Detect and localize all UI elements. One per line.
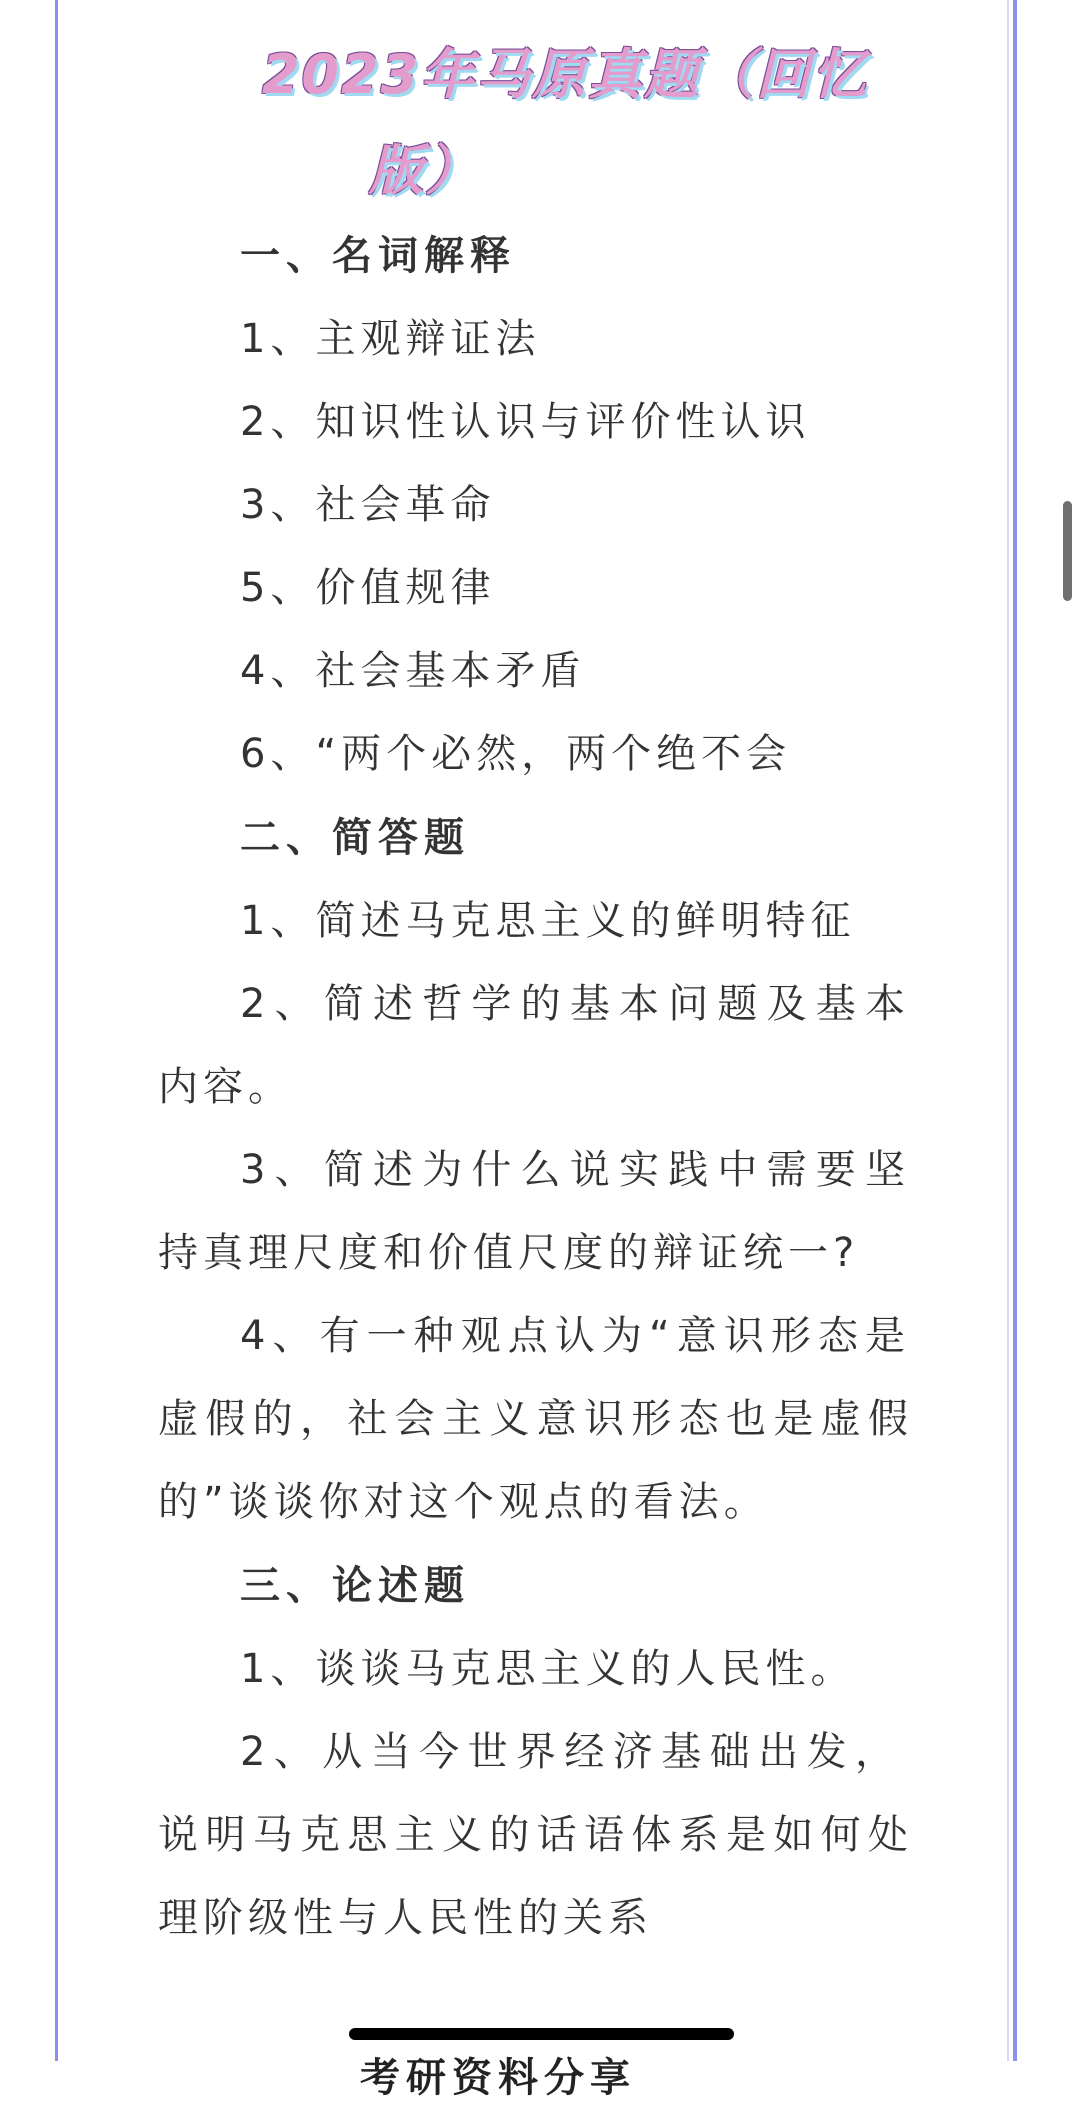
list-item: 1、主观辩证法 [240, 316, 541, 362]
section-heading-short-answer: 二、简答题 [240, 815, 470, 861]
list-item: 3、社会革命 [240, 482, 496, 528]
list-item-continuation: 理阶级性与人民性的关系 [158, 1895, 653, 1941]
list-item: 3、简述为什么说实践中需要坚 [240, 1147, 910, 1193]
list-item: 1、谈谈马克思主义的人民性。 [240, 1646, 856, 1692]
list-item-continuation: 说明马克思主义的话语体系是如何处 [158, 1812, 913, 1858]
home-indicator[interactable] [349, 2028, 734, 2040]
list-item: 6、“两个必然，两个绝不会 [240, 731, 792, 777]
vertical-scrollbar[interactable] [1063, 501, 1072, 601]
list-item-continuation: 的”谈谈你对这个观点的看法。 [158, 1479, 769, 1525]
list-item: 1、简述马克思主义的鲜明特征 [240, 898, 856, 944]
content-frame-right-border [1013, 0, 1017, 2061]
next-section-heading-cutoff: 考研资料分享 [360, 2055, 636, 2101]
content-frame-left-border [55, 0, 58, 2061]
list-item: 2、知识性认识与评价性认识 [240, 399, 811, 445]
list-item-continuation: 虚假的，社会主义意识形态也是虚假 [158, 1396, 913, 1442]
article-title-line-2: 版） [369, 139, 481, 202]
article-title-line-1: 2023年马原真题（回忆 [261, 43, 869, 106]
list-item: 4、社会基本矛盾 [240, 648, 586, 694]
list-item: 2、简述哲学的基本问题及基本 [240, 981, 910, 1027]
list-item: 5、价值规律 [240, 565, 496, 611]
content-frame-right-inner-border [1007, 0, 1009, 2061]
list-item-continuation: 持真理尺度和价值尺度的辩证统一? [158, 1230, 860, 1276]
list-item: 4、有一种观点认为“意识形态是 [240, 1313, 910, 1359]
section-heading-essay: 三、论述题 [240, 1563, 470, 1609]
list-item-continuation: 内容。 [158, 1064, 293, 1110]
list-item: 2、从当今世界经济基础出发， [240, 1729, 900, 1775]
section-heading-terms: 一、名词解释 [240, 233, 516, 279]
